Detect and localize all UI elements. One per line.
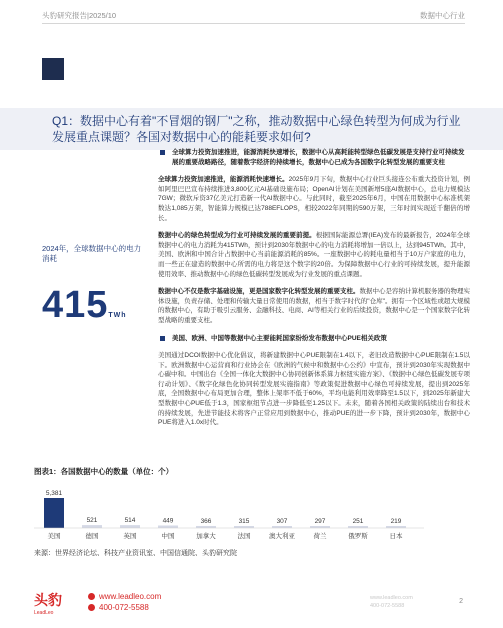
watermark (370, 594, 413, 610)
paragraph-2 (158, 231, 470, 279)
watermark-tel: 400-072-5588 (370, 603, 405, 609)
chart-bar (272, 526, 292, 528)
datacenter-count-chart (34, 478, 474, 546)
phone-icon (88, 604, 95, 611)
logo-mark: 头豹 (34, 592, 62, 608)
bullet-text: 全球算力投资加速推进，能源消耗快速增长，数据中心从高耗能转型绿色低碳发展是支持行业可持续发展的重要战略路径，随着数字经济的持续增长，数据中心已成为各国数字化转型发展的重要支柱 (172, 149, 465, 166)
chart-bar (348, 526, 368, 528)
chart-bar (196, 526, 216, 528)
report-label: 头豹研究报告|2025/10 (42, 11, 117, 20)
chart-bar (310, 526, 330, 528)
page-number: 2 (459, 598, 463, 605)
chart-category-label: 中国 (161, 533, 175, 540)
bullet-heading-1 (158, 148, 470, 167)
bullet-heading-2 (158, 334, 470, 344)
key-figure-unit: TWh (108, 312, 127, 319)
chart-category-label: 俄罗斯 (348, 533, 368, 540)
chart-category-label: 荷兰 (313, 533, 327, 540)
bullet-text: 美国、欧洲、中国等数据中心主要能耗国家纷纷发布数据中心PUE相关政策 (172, 334, 387, 342)
chart-value-label: 297 (314, 518, 326, 525)
chart-bar (158, 525, 178, 528)
website-link[interactable] (88, 592, 161, 601)
bullet-square-icon (160, 336, 165, 341)
globe-icon (88, 593, 95, 600)
paragraph-lead: 数据中心的绿色转型成为行业可持续发展的重要前提。 (158, 232, 316, 240)
chart-category-label: 法国 (237, 533, 251, 540)
chart-value-label: 514 (124, 517, 136, 525)
chart-value-label: 315 (238, 518, 250, 525)
chart-category-label: 英国 (123, 533, 137, 540)
chart-value-label: 5,381 (45, 490, 63, 497)
chart-title: 图表1：各国数据中心的数量（单位：个） (34, 467, 174, 476)
chart-category-label: 德国 (85, 533, 99, 540)
chart-value-label: 219 (390, 518, 402, 525)
paragraph-4: 美国通过DCOI数据中心优化倡议，将新建数据中心PUE限制在1.4以下，老旧改造数据中心PUE限制在1.5以下。欧洲数据中心运营商和行业协会在《欧洲的气候中和数据中心公约》中宣布，预计到2030年实现数据中心碳中和。中国出台《全国一体化大数据中心协同创新体系算力枢纽实施方案》、《数据中心绿色低碳发展专项行动计划》、《数字化绿色化协同转型发展实施指南》等政策促进数据中心绿色可持续发展，提出到2025年底，全国数据中心布局更加合理，整体上架率不低于60%，平均电能利用效率降至1.5以下，到2025年新建大型数据中心PUE低于1.3，国家枢纽节点进一步降低至1.25以下。未来，随着各国相关政策的陆续出台和技术的持续发展，先进节能技术将客户正常应用到数据中心，推动PUE的进一步下降，预计到2030年，数据中心PUE将进入1.0x时代。 (158, 352, 470, 427)
source-note: 来源：世界经济论坛、科技产业资讯室、中国信通院、头豹研究院 (34, 550, 237, 557)
logo-subtitle: LeadLeo (34, 610, 54, 616)
phone-link[interactable] (88, 603, 149, 612)
chart-category-label: 澳大利亚 (269, 533, 295, 540)
paragraph-lead: 全球算力投资加速推进，能源消耗快速增长。 (158, 176, 289, 184)
question-title: Q1：数据中心有着"不冒烟的钢厂"之称，推动数据中心绿色转型为何成为行业发展重点课题？各国对数据中心的能耗要求如何? (52, 114, 461, 144)
chart-bar (44, 498, 64, 528)
leadleo-logo (34, 590, 76, 616)
website-text: www.leadleo.com (99, 592, 162, 601)
key-figure-number: 415 (42, 284, 109, 326)
chart-bar (120, 525, 140, 528)
chart-value-label: 521 (86, 517, 98, 525)
paragraph-lead: 数据中心不仅是数字基础设施，更是国家数字化转型发展的重要支柱。 (158, 288, 360, 296)
chart-value-label: 307 (276, 518, 288, 525)
page-header (0, 0, 503, 44)
key-figure-label: 2024年，全球数据中心的电力消耗 (42, 244, 142, 263)
paragraph-3 (158, 287, 470, 325)
page-footer (0, 586, 503, 628)
phone-text: 400-072-5588 (99, 603, 149, 612)
chart-bar (386, 526, 406, 528)
paragraph-body: 2025年9月下旬，数据中心行业巨头接连公布重大投资计划，例如阿里巴巴宣布持续推进3,800亿元AI基础设施布局；OpenAI计划在美国新增5座AI数据中心，总电力规模达7GW；微软斥资37亿美元打造新一代AI数据中心。与此同时，截至2025年6月，中国在用数据中心标准机架数达1,085万架，智能算力规模已达788EFLOPS，相较2022年同期的590万架，三年时间实现近千翻倍的增长。 (158, 176, 471, 222)
key-figure-value (42, 284, 142, 327)
watermark-web: www.leadleo.com (370, 595, 413, 601)
chart-category-label: 日本 (389, 533, 403, 540)
main-content (158, 148, 470, 428)
chart-value-label: 251 (352, 518, 364, 525)
header-divider (42, 23, 465, 24)
chart-category-label: 加拿大 (196, 533, 216, 540)
paragraph-1 (158, 175, 470, 223)
section-marker (42, 58, 64, 80)
chart-value-label: 366 (200, 517, 212, 525)
paragraph-body: 根据国际能源总署(IEA)发布的最新报告，2024年全球数据中心的电力消耗为415TWh，预计到2030年数据中心的电力消耗将增加一倍以上，达到945TWh。其中，美国、欧洲和中国合计占数据中心当前能源消耗的85%。一座数据中心的耗电量相当于10万户家庭的电力，而一些正在建造的数据中心所需的电力将是这个数字的20倍。为保障数据中心行业的可持续发展，提升能源使用效率、推动数据中心的绿色低碳转型发展成为行业发展的重点课题。 (158, 232, 470, 278)
bullet-square-icon (160, 150, 165, 155)
industry-label: 数据中心行业 (420, 11, 465, 20)
chart-bar (82, 525, 102, 528)
chart-bar (234, 526, 254, 528)
paragraph-body: 数据中心是容纳计算机服务器的物理实体设施，负责存储、处理和传输大量日常使用的数据，相当于数字时代的"仓库"。拥有一个区域性或超大规模的数据中心，有助于吸引云服务、金融科技、电商、AI等相关行业的后续投资，数据中心是一个国家数字化转型战略的重要支柱。 (158, 288, 470, 324)
chart-value-label: 449 (162, 517, 174, 525)
chart-category-label: 美国 (47, 533, 61, 540)
key-figure-panel (42, 244, 142, 327)
